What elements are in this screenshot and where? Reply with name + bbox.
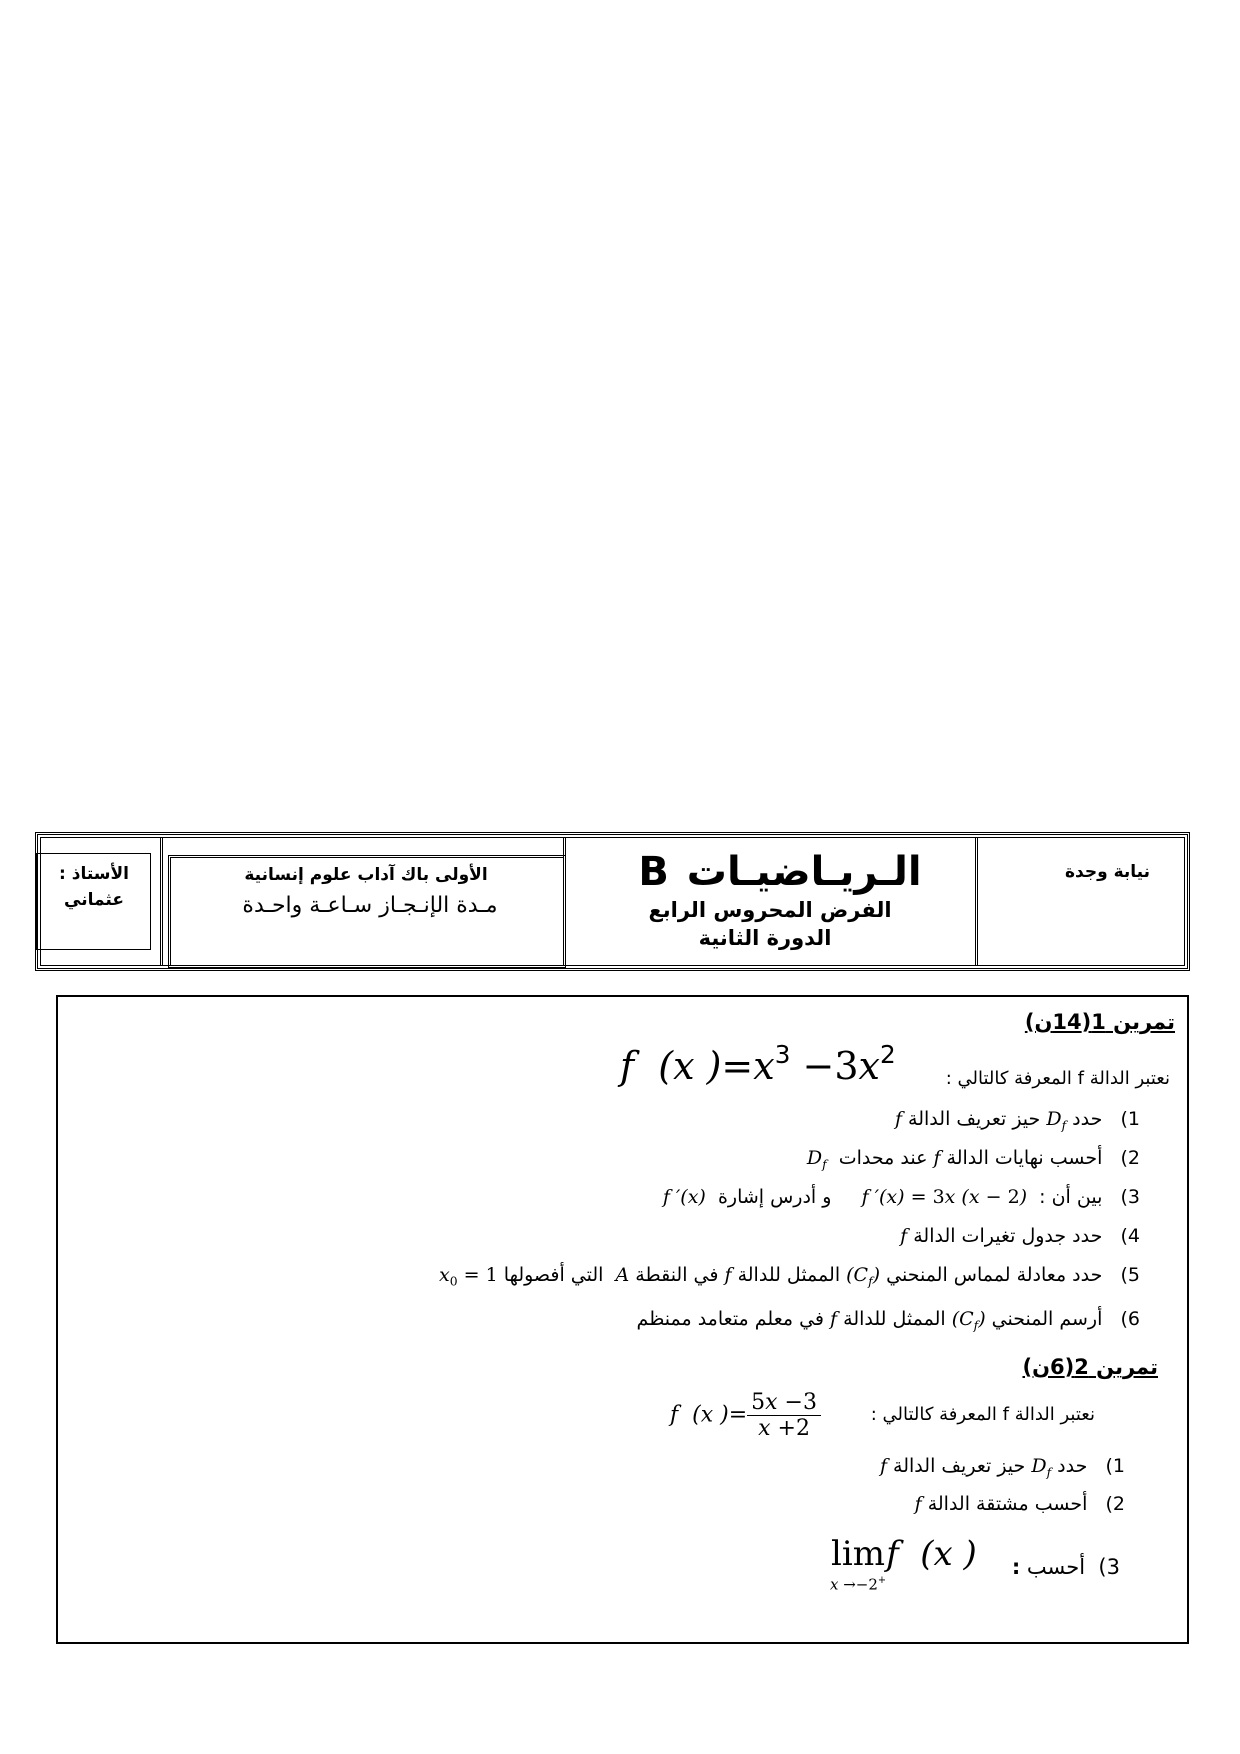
- teacher-label: الأستاذ :: [59, 864, 129, 884]
- item-number: 1): [1105, 1455, 1125, 1477]
- exercise-2-intro: نعتبر الدالة f المعرفة كالتالي :: [870, 1404, 1095, 1425]
- teacher-name: عثماني: [64, 890, 124, 910]
- exam-duration: مـدة الإنـجـاز سـاعـة واحـدة: [242, 893, 498, 918]
- exercise-1-item-2: 2) أحسب نهايات الدالة f عند محدات $D_f$: [806, 1147, 1140, 1172]
- item-number: 6): [1120, 1308, 1140, 1330]
- exercise-1-intro-row: [620, 1040, 1190, 1090]
- exam-title: الفرض المحروس الرابع: [648, 898, 892, 922]
- exercise-2-formula: f (x )= $\frac{5x -3}{x +2}$: [670, 1390, 821, 1441]
- exercise-1-intro: نعتبر الدالة f المعرفة كالتالي :: [945, 1068, 1170, 1089]
- exercise-2-item-3-label: 3) أحسب :: [1011, 1555, 1120, 1579]
- item-number: 3): [1098, 1555, 1120, 1579]
- exercise-1-item-3: 3) بين أن : f ′(x) = 3x (x − 2) و أدرس إشارة f ′(x): [662, 1186, 1140, 1208]
- item-number: 3): [1120, 1186, 1140, 1208]
- exercise-2-title: تمرين 2(6ن): [1022, 1355, 1158, 1379]
- exercise-1-item-1: 1) حدد $D_f$ حيز تعريف الدالة f: [894, 1108, 1140, 1133]
- exercise-2-item-1: 1) حدد $D_f$ حيز تعريف الدالة f: [879, 1455, 1125, 1480]
- session-title: الدورة الثانية: [698, 926, 832, 950]
- exercise-1-item-6: 6) أرسم المنحني $(C_f)$ الممثل للدالة f في معلم متعامد ممنظم: [636, 1308, 1140, 1333]
- exercise-2-item-2: 2) أحسب مشتقة الدالة f: [914, 1493, 1125, 1515]
- item-number: 2): [1120, 1147, 1140, 1169]
- limit-expression: lim x →−2+ f (x ): [830, 1534, 977, 1594]
- exercise-1-formula: f (x )$=x^3 -3x^2$: [620, 1040, 896, 1089]
- subject-title: الـريـاضيـات B: [638, 849, 922, 895]
- header-divider: [160, 837, 163, 966]
- class-level: الأولى باك آداب علوم إنسانية: [244, 865, 488, 885]
- item-number: 5): [1120, 1264, 1140, 1286]
- header-divider: [975, 837, 978, 966]
- exercise-2-item-3: [820, 1535, 1130, 1605]
- item-number: 1): [1120, 1108, 1140, 1130]
- directorate: نيابة وجدة: [1065, 862, 1150, 882]
- exercise-1-item-4: 4) حدد جدول تغيرات الدالة f: [900, 1225, 1140, 1247]
- item-number: 4): [1120, 1225, 1140, 1247]
- exercise-1-item-5: 5) حدد معادلة لمماس المنحني $(C_f)$ الممثل للدالة f في النقطة A التي أفصولها $x_0 = 1$: [439, 1264, 1140, 1289]
- exercise-1-title: تمرين 1(14ن): [1024, 1010, 1175, 1034]
- exercise-2-intro-row: [670, 1390, 1100, 1450]
- item-number: 2): [1105, 1493, 1125, 1515]
